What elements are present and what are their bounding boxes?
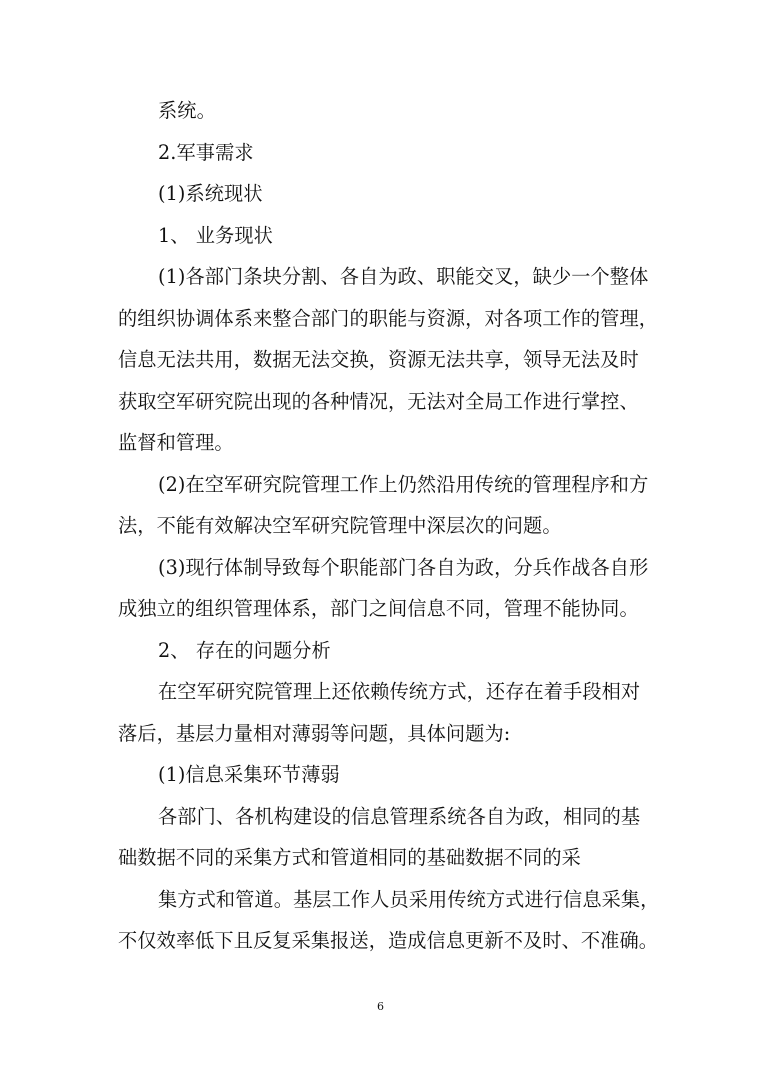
text-line: 落后，基层力量相对薄弱等问题，具体问题为: bbox=[118, 721, 511, 745]
text-line: 1、 业务现状 bbox=[158, 223, 273, 247]
text-line: 法，不能有效解决空军研究院管理中深层次的问题。 bbox=[118, 514, 562, 537]
text-line: (1)系统现状 bbox=[158, 182, 263, 205]
document-body bbox=[118, 90, 660, 962]
text-line: 信息无法共用，数据无法交换，资源无法共享，领导无法及时 bbox=[118, 348, 639, 371]
text-line: 2、 存在的问题分析 bbox=[158, 638, 331, 662]
text-line: (3)现行体制导致每个职能部门各自为政，分兵作战各自形 bbox=[158, 555, 649, 579]
text-line: 础数据不同的采集方式和管道相同的基础数据不同的采 bbox=[118, 846, 581, 869]
text-line: 获取空军研究院出现的各种情况，无法对全局工作进行掌控、 bbox=[118, 389, 639, 413]
text-line: 2.军事需求 bbox=[158, 140, 254, 164]
text-line: (1)各部门条块分割、各自为政、职能交叉，缺少一个整体 bbox=[158, 265, 649, 288]
text-line: 在空军研究院管理上还依赖传统方式，还存在着手段相对 bbox=[158, 680, 641, 703]
text-line: 不仅效率低下且反复采集报送，造成信息更新不及时、不准确。 bbox=[118, 929, 659, 952]
text-line: 监督和管理。 bbox=[118, 431, 234, 454]
page-number: 6 bbox=[377, 1000, 384, 1013]
text-line: 集方式和管道。基层工作人员采用传统方式进行信息采集， bbox=[158, 887, 660, 911]
text-line: 成独立的组织管理体系，部门之间信息不同，管理不能协同。 bbox=[118, 597, 639, 620]
text-line: 系统。 bbox=[158, 99, 216, 122]
text-line: 各部门、各机构建设的信息管理系统各自为政，相同的基 bbox=[158, 804, 641, 828]
text-line: 的组织协调体系来整合部门的职能与资源，对各项工作的管理， bbox=[118, 306, 659, 330]
text-line: (2)在空军研究院管理工作上仍然沿用传统的管理程序和方 bbox=[158, 472, 649, 496]
text-line: (1)信息采集环节薄弱 bbox=[158, 763, 340, 786]
